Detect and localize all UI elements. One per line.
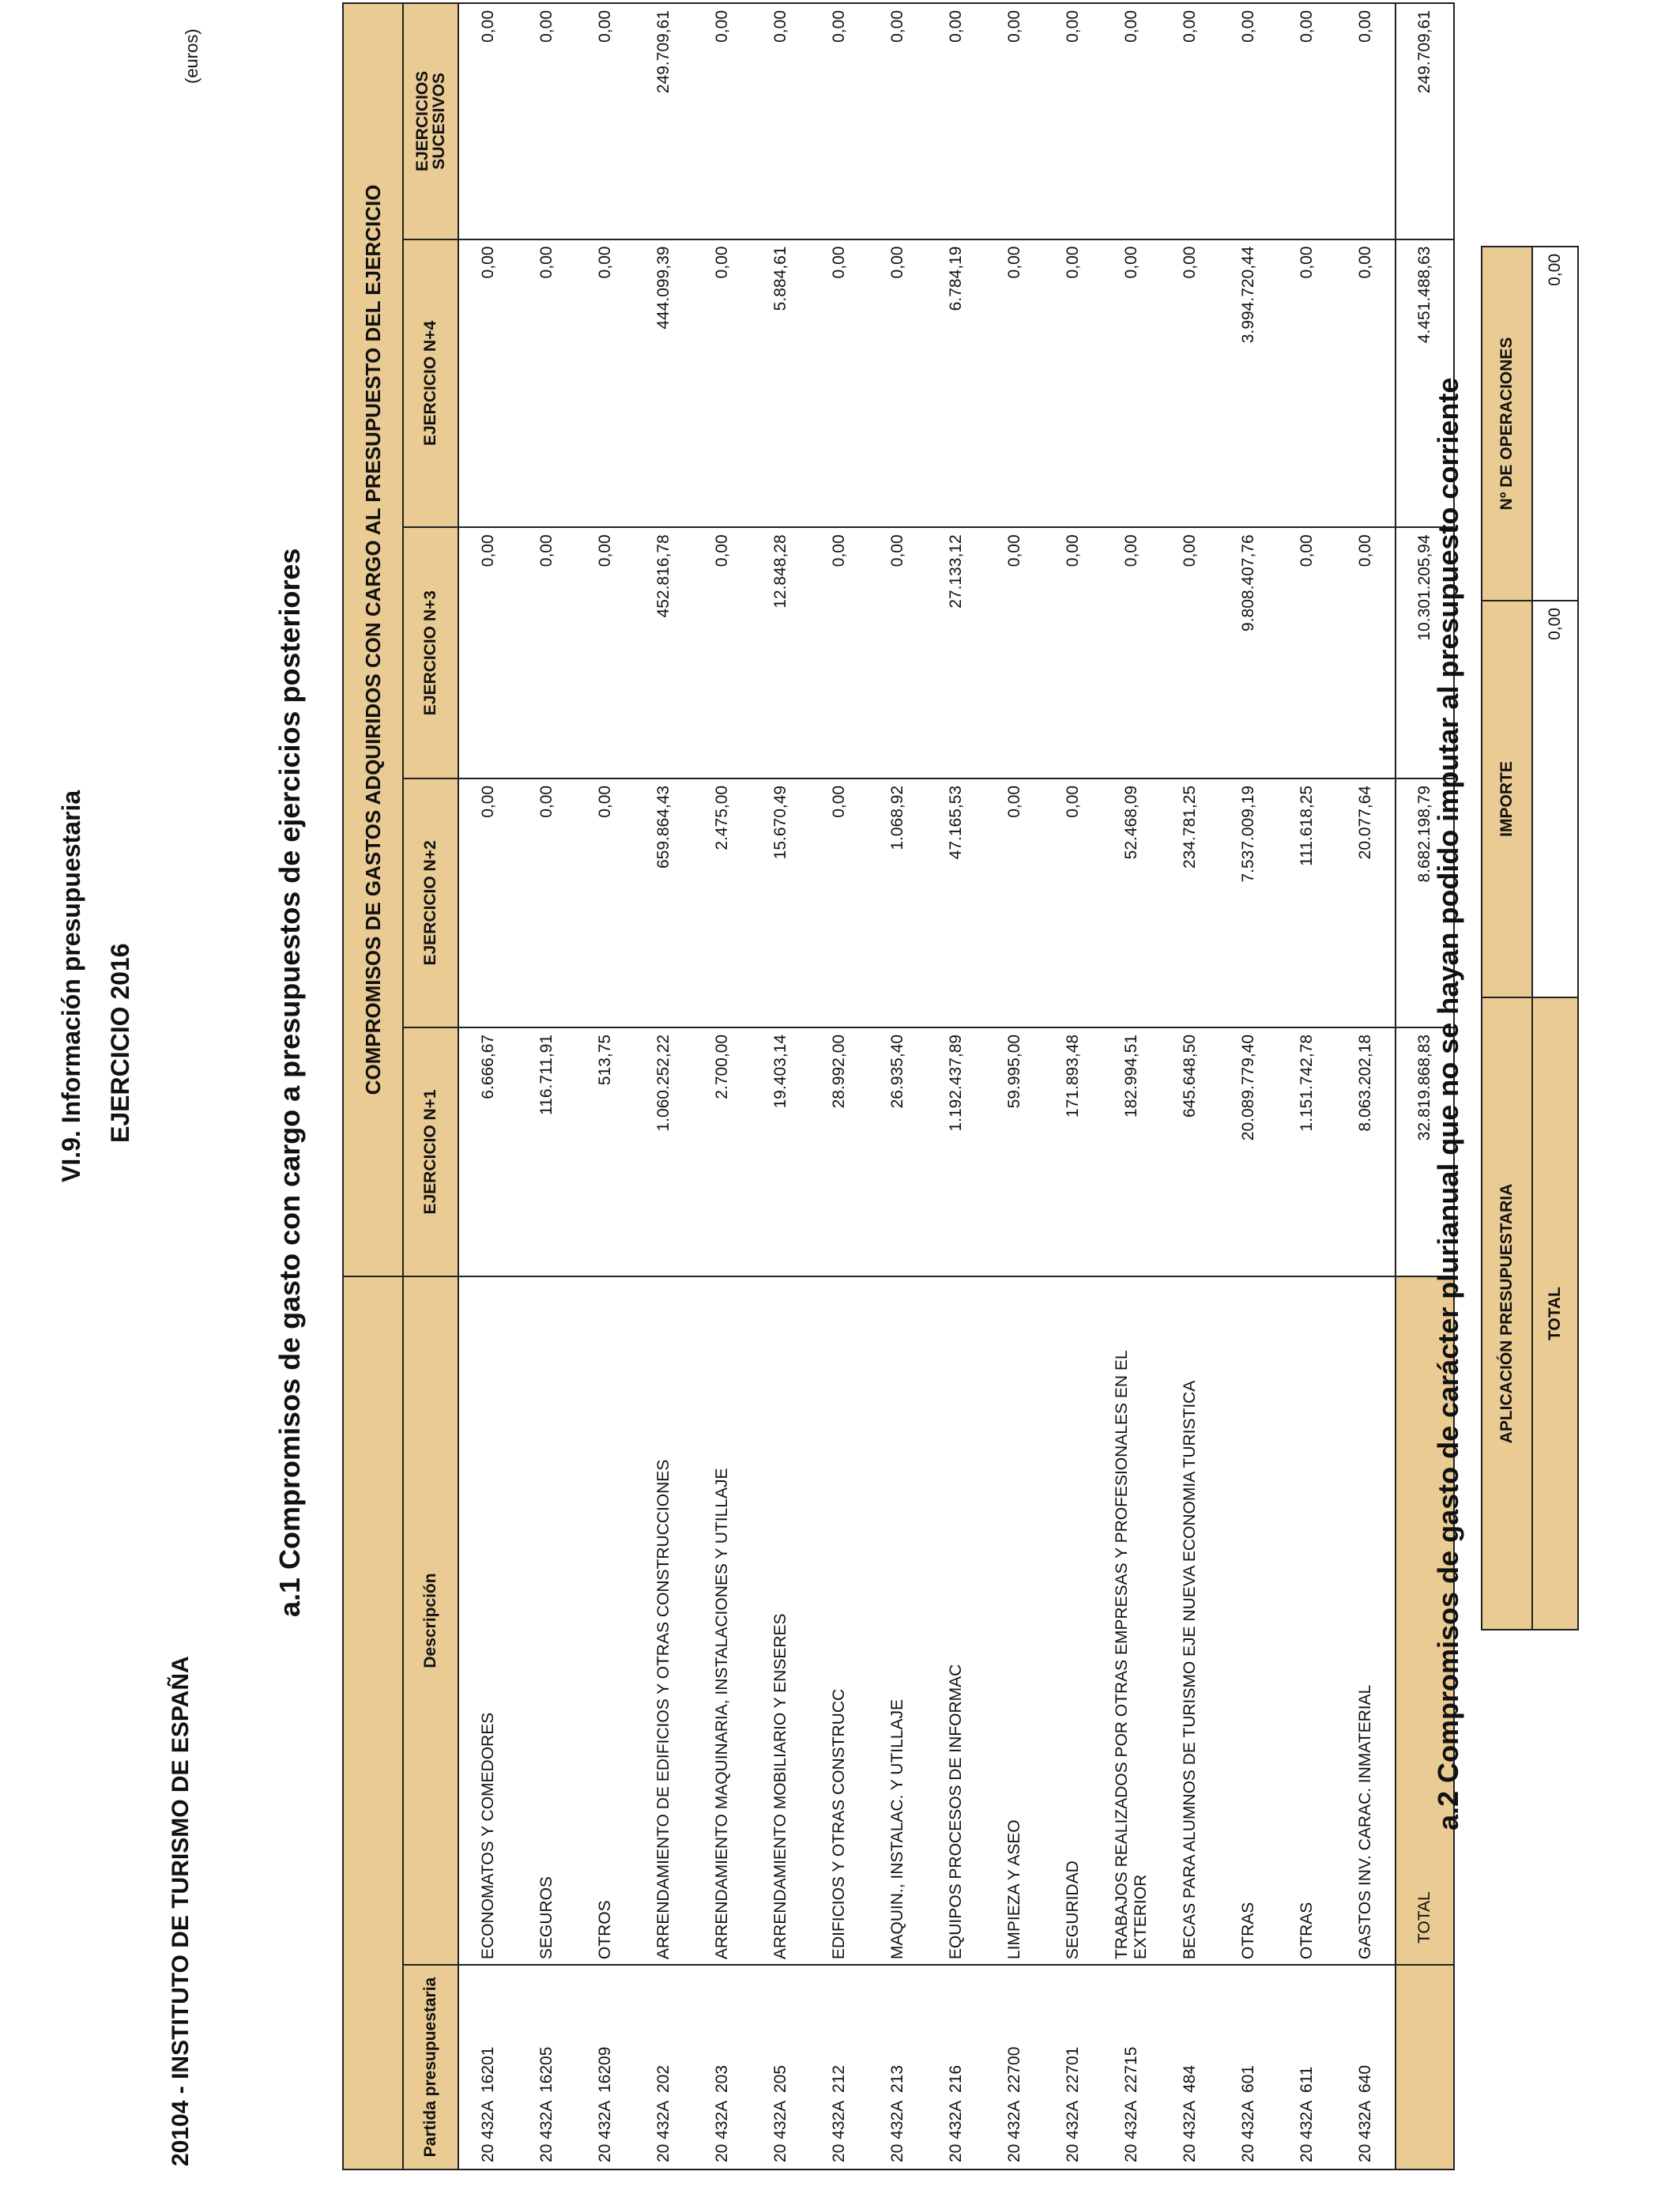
programa-code: 20 432A xyxy=(596,2100,614,2162)
n2-cell: 7.537.009,19 xyxy=(1219,778,1278,1027)
descripcion-cell: MAQUIN., INSTALAC. Y UTILLAJE xyxy=(868,1276,927,1965)
col-sucesivos-line2: SUCESIVOS xyxy=(430,73,448,170)
report-title: VI.9. Información presupuestaria xyxy=(57,790,85,1182)
commitments-table xyxy=(342,2,1455,2170)
descripcion-cell: OTRAS xyxy=(1278,1276,1336,1965)
concepto-code: 216 xyxy=(947,2064,965,2093)
table-row xyxy=(1161,3,1219,2169)
sucesivos-cell: 0,00 xyxy=(693,3,751,239)
descripcion-cell: OTRAS xyxy=(1219,1276,1278,1965)
total-n4: 4.451.488,63 xyxy=(1396,239,1454,528)
table-row xyxy=(518,3,576,2169)
col-partida: Partida presupuestaria xyxy=(403,1965,458,2169)
n2-cell: 20.077,64 xyxy=(1336,778,1396,1027)
concepto-code: 16201 xyxy=(479,2046,497,2093)
n4-cell: 0,00 xyxy=(810,239,868,528)
sucesivos-cell: 249.709,61 xyxy=(635,3,693,239)
n1-cell: 171.893,48 xyxy=(1044,1027,1102,1276)
descripcion-cell: EDIFICIOS Y OTRAS CONSTRUCC xyxy=(810,1276,868,1965)
table-row xyxy=(985,3,1044,2169)
table-row xyxy=(751,3,810,2169)
n4-cell: 3.994.720,44 xyxy=(1219,239,1278,528)
programa-code: 20 432A xyxy=(654,2100,672,2162)
descripcion-cell: TRABAJOS REALIZADOS POR OTRAS EMPRESAS Y PROFESIONALES EN EL EXTERIOR xyxy=(1102,1276,1161,1965)
n3-cell: 0,00 xyxy=(458,527,518,778)
group-header: COMPROMISOS DE GASTOS ADQUIRIDOS CON CARGO AL PRESUPUESTO DEL EJERCICIO xyxy=(343,3,403,1276)
col-sucesivos-line1: EJERCICIOS xyxy=(413,70,431,172)
descripcion-cell: EQUIPOS PROCESOS DE INFORMAC xyxy=(927,1276,985,1965)
table-row xyxy=(1044,3,1102,2169)
partida-cell xyxy=(1102,1965,1161,2169)
n4-cell: 0,00 xyxy=(576,239,635,528)
n4-cell: 5.884,61 xyxy=(751,239,810,528)
programa-code: 20 432A xyxy=(888,2100,906,2162)
concepto-code: 213 xyxy=(888,2064,906,2093)
programa-code: 20 432A xyxy=(537,2100,556,2162)
n3-cell: 0,00 xyxy=(810,527,868,778)
n2-cell: 234.781,25 xyxy=(1161,778,1219,1027)
col-importe: IMPORTE xyxy=(1482,601,1532,997)
n2-cell: 52.468,09 xyxy=(1102,778,1161,1027)
col-n4: EJERCICIO N+4 xyxy=(403,239,458,528)
programa-code: 20 432A xyxy=(771,2100,789,2162)
descripcion-cell: OTROS xyxy=(576,1276,635,1965)
concepto-code: 484 xyxy=(1181,2064,1199,2093)
n1-cell: 26.935,40 xyxy=(868,1027,927,1276)
concepto-code: 22715 xyxy=(1122,2046,1140,2093)
sucesivos-cell: 0,00 xyxy=(1278,3,1336,239)
n4-cell: 0,00 xyxy=(458,239,518,528)
n4-cell: 0,00 xyxy=(693,239,751,528)
n1-cell: 1.192.437,89 xyxy=(927,1027,985,1276)
programa-code: 20 432A xyxy=(1298,2100,1316,2162)
partida-cell xyxy=(1278,1965,1336,2169)
n3-cell: 452.816,78 xyxy=(635,527,693,778)
table-row xyxy=(635,3,693,2169)
partida-cell xyxy=(693,1965,751,2169)
n2-cell: 111.618,25 xyxy=(1278,778,1336,1027)
sucesivos-cell: 0,00 xyxy=(985,3,1044,239)
partida-cell xyxy=(810,1965,868,2169)
descripcion-cell: LIMPIEZA Y ASEO xyxy=(985,1276,1044,1965)
sucesivos-cell: 0,00 xyxy=(1044,3,1102,239)
n4-cell: 0,00 xyxy=(1161,239,1219,528)
n4-cell: 0,00 xyxy=(518,239,576,528)
n2-cell: 0,00 xyxy=(458,778,518,1027)
table-row xyxy=(868,3,927,2169)
col-n1: EJERCICIO N+1 xyxy=(403,1027,458,1276)
programa-code: 20 432A xyxy=(1181,2100,1199,2162)
n2-cell: 0,00 xyxy=(518,778,576,1027)
table-row xyxy=(576,3,635,2169)
sucesivos-cell: 0,00 xyxy=(518,3,576,239)
n3-cell: 0,00 xyxy=(518,527,576,778)
total-n1: 32.819.868,83 xyxy=(1396,1027,1454,1276)
partida-cell xyxy=(576,1965,635,2169)
col-n2: EJERCICIO N+2 xyxy=(403,778,458,1027)
concepto-code: 203 xyxy=(713,2064,731,2093)
n1-cell: 6.666,67 xyxy=(458,1027,518,1276)
sucesivos-cell: 0,00 xyxy=(1161,3,1219,239)
sucesivos-cell: 0,00 xyxy=(1219,3,1278,239)
partida-cell xyxy=(1044,1965,1102,2169)
sucesivos-cell: 0,00 xyxy=(1336,3,1396,239)
descripcion-cell: SEGURIDAD xyxy=(1044,1276,1102,1965)
n1-cell: 182.994,51 xyxy=(1102,1027,1161,1276)
programa-code: 20 432A xyxy=(830,2100,848,2162)
n2-cell: 0,00 xyxy=(1044,778,1102,1027)
concepto-code: 640 xyxy=(1356,2064,1374,2093)
n3-cell: 0,00 xyxy=(868,527,927,778)
concepto-code: 22701 xyxy=(1064,2046,1082,2093)
n4-cell: 0,00 xyxy=(1336,239,1396,528)
sucesivos-cell: 0,00 xyxy=(576,3,635,239)
n2-cell: 47.165,53 xyxy=(927,778,985,1027)
descripcion-cell: GASTOS INV. CARAC. INMATERIAL xyxy=(1336,1276,1396,1965)
n1-cell: 2.700,00 xyxy=(693,1027,751,1276)
n3-cell: 0,00 xyxy=(693,527,751,778)
table-row xyxy=(1102,3,1161,2169)
sucesivos-cell: 0,00 xyxy=(810,3,868,239)
n3-cell: 12.848,28 xyxy=(751,527,810,778)
descripcion-cell: BECAS PARA ALUMNOS DE TURISMO EJE NUEVA ECONOMIA TURISTICA xyxy=(1161,1276,1219,1965)
n1-cell: 59.995,00 xyxy=(985,1027,1044,1276)
concepto-code: 205 xyxy=(771,2064,789,2093)
n1-cell: 28.992,00 xyxy=(810,1027,868,1276)
n4-cell: 0,00 xyxy=(985,239,1044,528)
descripcion-cell: ECONOMATOS Y COMEDORES xyxy=(458,1276,518,1965)
n4-cell: 444.099,39 xyxy=(635,239,693,528)
partida-cell xyxy=(751,1965,810,2169)
n3-cell: 0,00 xyxy=(985,527,1044,778)
concepto-code: 202 xyxy=(654,2064,672,2093)
partida-cell xyxy=(985,1965,1044,2169)
partida-cell xyxy=(1336,1965,1396,2169)
partida-cell xyxy=(1219,1965,1278,2169)
n2-cell: 0,00 xyxy=(985,778,1044,1027)
programa-code: 20 432A xyxy=(1356,2100,1374,2162)
programa-code: 20 432A xyxy=(1122,2100,1140,2162)
header-blank xyxy=(343,1276,403,2169)
sucesivos-cell: 0,00 xyxy=(751,3,810,239)
fiscal-year: EJERCICIO 2016 xyxy=(106,943,134,1143)
sucesivos-cell: 0,00 xyxy=(927,3,985,239)
section-a2-title: a.2 Compromisos de gasto de carácter plurianual que no se hayan podido imputar al presupuesto corriente xyxy=(1432,377,1464,1830)
programa-code: 20 432A xyxy=(1239,2100,1257,2162)
n3-cell: 27.133,12 xyxy=(927,527,985,778)
partida-cell xyxy=(868,1965,927,2169)
n3-cell: 0,00 xyxy=(1278,527,1336,778)
n3-cell: 0,00 xyxy=(1102,527,1161,778)
n4-cell: 0,00 xyxy=(1278,239,1336,528)
n1-cell: 1.151.742,78 xyxy=(1278,1027,1336,1276)
entity-name: 20104 - INSTITUTO DE TURISMO DE ESPAÑA xyxy=(168,1656,194,2166)
descripcion-cell: SEGUROS xyxy=(518,1276,576,1965)
table-row xyxy=(1278,3,1336,2169)
n1-cell: 19.403,14 xyxy=(751,1027,810,1276)
partida-cell xyxy=(518,1965,576,2169)
col-operaciones: Nº DE OPERACIONES xyxy=(1482,247,1532,601)
table-row xyxy=(1336,3,1396,2169)
total-n3: 10.301.205,94 xyxy=(1396,527,1454,778)
concepto-code: 601 xyxy=(1239,2064,1257,2093)
n1-cell: 20.089.779,40 xyxy=(1219,1027,1278,1276)
n4-cell: 0,00 xyxy=(868,239,927,528)
programa-code: 20 432A xyxy=(479,2100,497,2162)
n1-cell: 1.060.252,22 xyxy=(635,1027,693,1276)
table-row xyxy=(458,3,518,2169)
descripcion-cell: ARRENDAMIENTO MOBILIARIO Y ENSERES xyxy=(751,1276,810,1965)
col-aplicacion: APLICACIÓN PRESUPUESTARIA xyxy=(1482,997,1532,1630)
programa-code: 20 432A xyxy=(1005,2100,1023,2162)
n2-cell: 1.068,92 xyxy=(868,778,927,1027)
descripcion-cell: ARRENDAMIENTO MAQUINARIA, INSTALACIONES Y UTILLAJE xyxy=(693,1276,751,1965)
a2-total-row xyxy=(1532,247,1578,1630)
n3-cell: 0,00 xyxy=(1161,527,1219,778)
n2-cell: 0,00 xyxy=(810,778,868,1027)
section-a1-title: a.1 Compromisos de gasto con cargo a presupuestos de ejercicios posteriores xyxy=(273,548,306,1617)
n1-cell: 8.063.202,18 xyxy=(1336,1027,1396,1276)
n4-cell: 6.784,19 xyxy=(927,239,985,528)
sucesivos-cell: 0,00 xyxy=(868,3,927,239)
n3-cell: 9.808.407,76 xyxy=(1219,527,1278,778)
partida-cell xyxy=(635,1965,693,2169)
table-row xyxy=(693,3,751,2169)
table-row xyxy=(1219,3,1278,2169)
total-sucesivos: 249.709,61 xyxy=(1396,3,1454,239)
concepto-code: 16205 xyxy=(537,2046,556,2093)
table-row xyxy=(927,3,985,2169)
concepto-code: 22700 xyxy=(1005,2046,1023,2093)
n1-cell: 513,75 xyxy=(576,1027,635,1276)
col-n3: EJERCICIO N+3 xyxy=(403,527,458,778)
n2-cell: 0,00 xyxy=(576,778,635,1027)
col-sucesivos xyxy=(403,3,458,239)
programa-code: 20 432A xyxy=(713,2100,731,2162)
n2-cell: 2.475,00 xyxy=(693,778,751,1027)
a2-total-operaciones: 0,00 xyxy=(1532,247,1578,601)
n4-cell: 0,00 xyxy=(1044,239,1102,528)
programa-code: 20 432A xyxy=(1064,2100,1082,2162)
concepto-code: 212 xyxy=(830,2064,848,2093)
sucesivos-cell: 0,00 xyxy=(1102,3,1161,239)
a2-total-importe: 0,00 xyxy=(1532,601,1578,997)
table-row xyxy=(810,3,868,2169)
partida-cell xyxy=(927,1965,985,2169)
n3-cell: 0,00 xyxy=(1044,527,1102,778)
col-descripcion: Descripción xyxy=(403,1276,458,1965)
total-blank xyxy=(1396,1965,1454,2169)
partida-cell xyxy=(458,1965,518,2169)
total-n2: 8.682.198,79 xyxy=(1396,778,1454,1027)
total-label: TOTAL xyxy=(1396,1276,1454,1965)
programa-code: 20 432A xyxy=(947,2100,965,2162)
n1-cell: 116.711,91 xyxy=(518,1027,576,1276)
descripcion-cell: ARRENDAMIENTO DE EDIFICIOS Y OTRAS CONSTRUCCIONES xyxy=(635,1276,693,1965)
a2-total-label: TOTAL xyxy=(1532,997,1578,1630)
plurianual-table xyxy=(1481,246,1579,1630)
units-label: (euros) xyxy=(182,28,202,84)
n2-cell: 659.864,43 xyxy=(635,778,693,1027)
concepto-code: 611 xyxy=(1298,2066,1316,2093)
n1-cell: 645.648,50 xyxy=(1161,1027,1219,1276)
n2-cell: 15.670,49 xyxy=(751,778,810,1027)
concepto-code: 16209 xyxy=(596,2046,614,2093)
n3-cell: 0,00 xyxy=(576,527,635,778)
sucesivos-cell: 0,00 xyxy=(458,3,518,239)
n3-cell: 0,00 xyxy=(1336,527,1396,778)
n4-cell: 0,00 xyxy=(1102,239,1161,528)
partida-cell xyxy=(1161,1965,1219,2169)
